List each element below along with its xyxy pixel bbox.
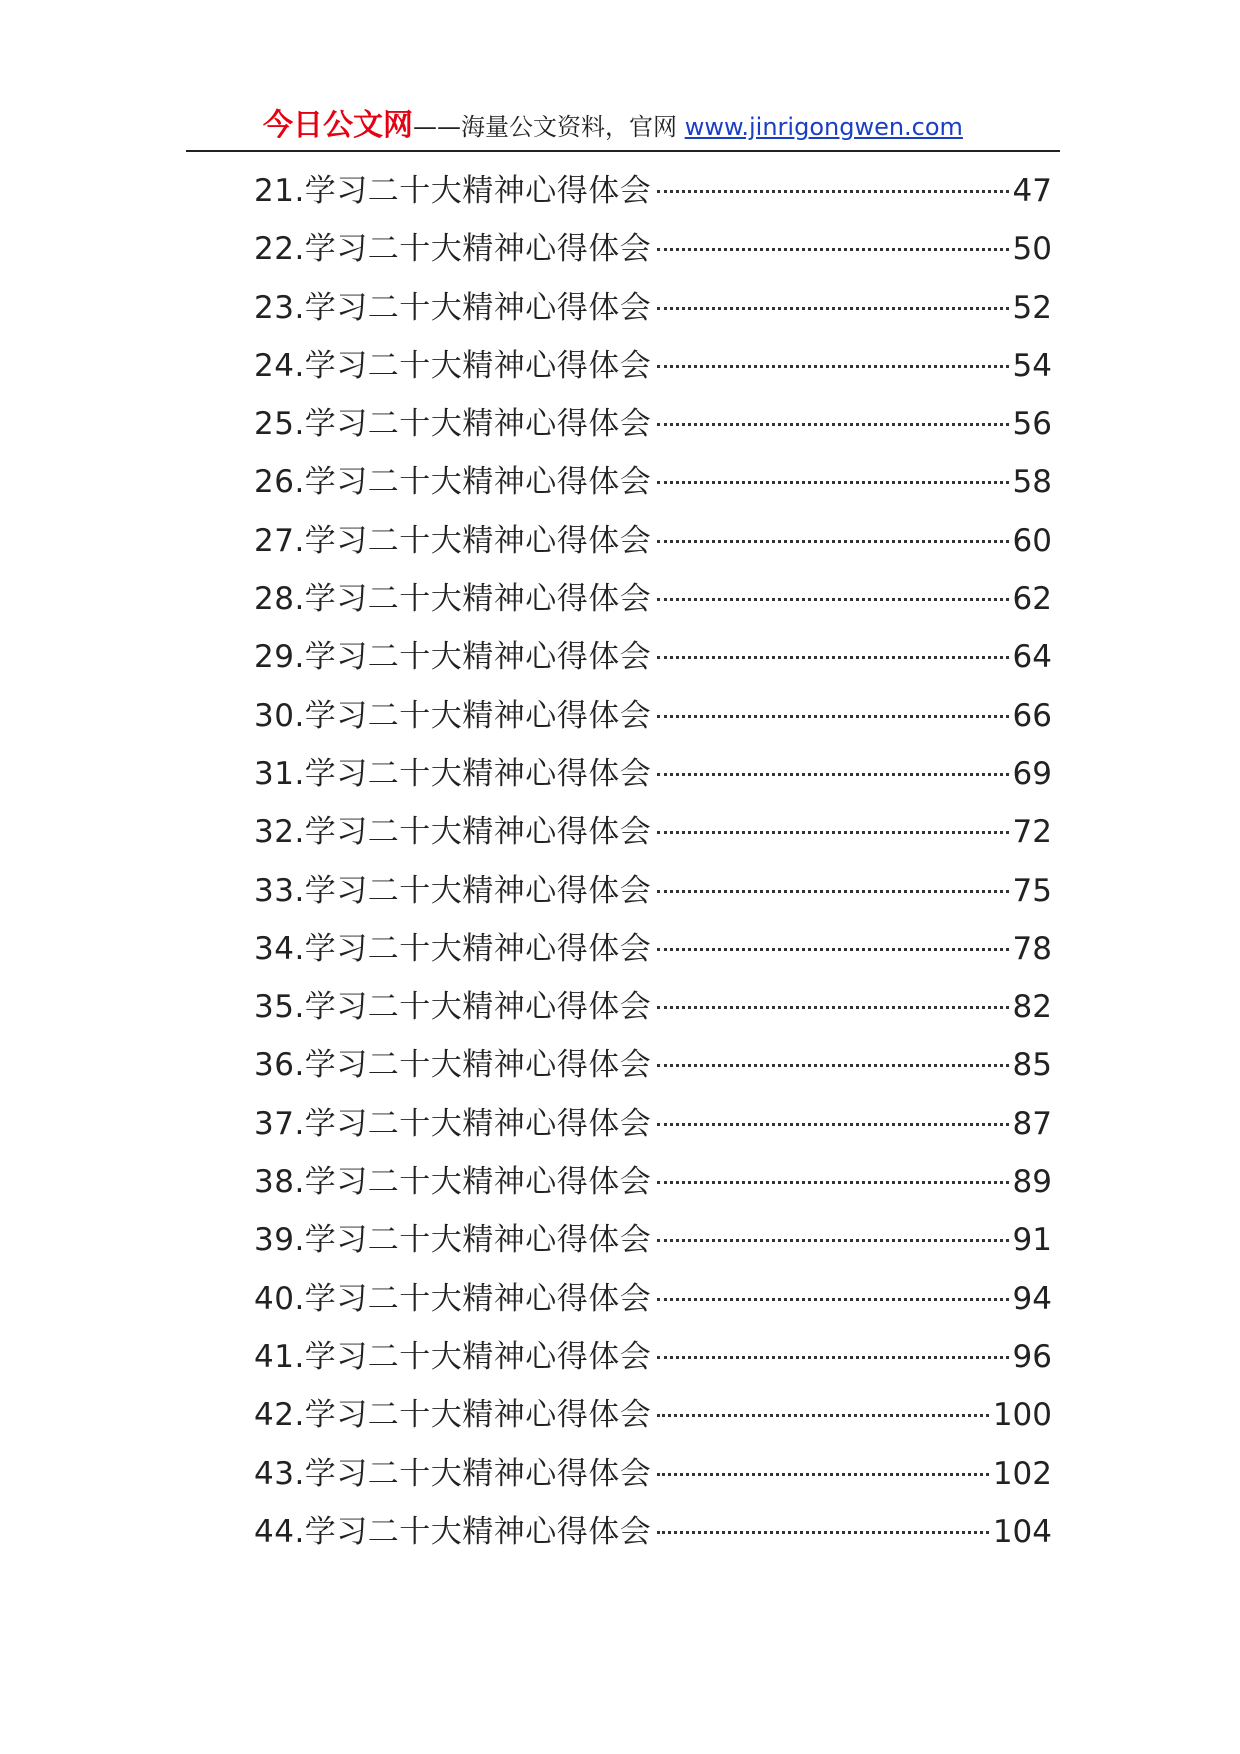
toc-entry[interactable] [254, 1328, 1052, 1386]
toc-entry-page: 104 [992, 1513, 1052, 1550]
toc-entry[interactable] [254, 1503, 1052, 1561]
header-tagline: ——海量公文资料，官网 [413, 113, 685, 141]
toc-entry[interactable] [254, 628, 1052, 686]
toc-dot-leader [657, 1181, 1008, 1184]
toc-entry[interactable] [254, 862, 1052, 920]
toc-entry[interactable] [254, 395, 1052, 453]
toc-entry-title: 37.学习二十大精神心得体会 [254, 1105, 652, 1142]
toc-entry-page: 60 [1012, 522, 1052, 559]
toc-dot-leader [657, 1414, 989, 1417]
toc-dot-leader [657, 1064, 1008, 1067]
toc-entry-title: 26.学习二十大精神心得体会 [254, 464, 652, 501]
toc-entry-page: 100 [992, 1397, 1052, 1434]
toc-entry-title: 23.学习二十大精神心得体会 [254, 289, 652, 326]
toc-entry-title: 24.学习二十大精神心得体会 [254, 347, 652, 384]
toc-dot-leader [657, 1531, 989, 1534]
toc-entry[interactable] [254, 337, 1052, 395]
brand-name: 今日公文网 [263, 108, 414, 143]
toc-entry[interactable] [254, 1211, 1052, 1269]
toc-dot-leader [657, 1356, 1008, 1359]
toc-entry[interactable] [254, 220, 1052, 278]
toc-entry[interactable] [254, 978, 1052, 1036]
toc-dot-leader [657, 1298, 1008, 1301]
toc-dot-leader [657, 190, 1008, 193]
toc-entry-page: 87 [1012, 1105, 1052, 1142]
toc-entry[interactable] [254, 1270, 1052, 1328]
toc-entry-page: 96 [1012, 1338, 1052, 1375]
toc-entry[interactable] [254, 1095, 1052, 1153]
toc-entry-title: 39.学习二十大精神心得体会 [254, 1222, 652, 1259]
toc-entry-title: 22.学习二十大精神心得体会 [254, 231, 652, 268]
toc-entry-page: 62 [1012, 581, 1052, 618]
toc-entry-title: 34.学习二十大精神心得体会 [254, 930, 652, 967]
toc-entry-title: 21.学习二十大精神心得体会 [254, 173, 652, 209]
toc-entry-page: 66 [1012, 697, 1052, 734]
toc-entry[interactable] [254, 1153, 1052, 1211]
toc-entry-title: 42.学习二十大精神心得体会 [254, 1397, 652, 1434]
page-header [186, 104, 1060, 152]
toc-entry-page: 94 [1012, 1280, 1052, 1317]
toc-dot-leader [657, 365, 1008, 368]
toc-entry-page: 102 [992, 1455, 1052, 1492]
toc-entry[interactable] [254, 162, 1052, 220]
toc-dot-leader [657, 540, 1008, 543]
toc-entry-title: 44.学习二十大精神心得体会 [254, 1513, 652, 1550]
toc-entry-title: 30.学习二十大精神心得体会 [254, 697, 652, 734]
toc-entry[interactable] [254, 453, 1052, 511]
toc-entry[interactable] [254, 920, 1052, 978]
toc-entry-title: 36.学习二十大精神心得体会 [254, 1047, 652, 1084]
toc-dot-leader [657, 831, 1008, 834]
toc-entry[interactable] [254, 803, 1052, 861]
toc-entry[interactable] [254, 687, 1052, 745]
toc-entry-page: 50 [1012, 231, 1052, 268]
toc-entry-title: 28.学习二十大精神心得体会 [254, 581, 652, 618]
toc-dot-leader [657, 1006, 1008, 1009]
toc-entry-title: 35.学习二十大精神心得体会 [254, 989, 652, 1026]
toc-dot-leader [657, 423, 1008, 426]
toc-entry-title: 41.学习二十大精神心得体会 [254, 1338, 652, 1375]
toc-dot-leader [657, 307, 1008, 310]
toc-dot-leader [657, 598, 1008, 601]
toc-dot-leader [657, 1473, 989, 1476]
toc-entry-page: 69 [1012, 755, 1052, 792]
toc-entry-title: 29.学习二十大精神心得体会 [254, 639, 652, 676]
toc-dot-leader [657, 948, 1008, 951]
toc-entry[interactable] [254, 1445, 1052, 1503]
header-line [263, 104, 963, 152]
toc-entry-title: 27.学习二十大精神心得体会 [254, 522, 652, 559]
toc-entry-page: 78 [1012, 930, 1052, 967]
toc-entry-title: 31.学习二十大精神心得体会 [254, 755, 652, 792]
toc-dot-leader [657, 656, 1008, 659]
toc-dot-leader [657, 1239, 1008, 1242]
toc-dot-leader [657, 481, 1008, 484]
toc-dot-leader [657, 715, 1008, 718]
toc-entry-page: 52 [1012, 289, 1052, 326]
toc-entry-page: 72 [1012, 814, 1052, 851]
toc-entry[interactable] [254, 279, 1052, 337]
toc-entry-title: 43.学习二十大精神心得体会 [254, 1455, 652, 1492]
website-link[interactable]: www.jinrigongwen.com [684, 113, 963, 141]
toc-entry[interactable] [254, 1036, 1052, 1094]
toc-entry-page: 64 [1012, 639, 1052, 676]
toc-entry-page: 54 [1012, 347, 1052, 384]
toc-entry[interactable] [254, 570, 1052, 628]
toc-entry[interactable] [254, 512, 1052, 570]
toc-entry-page: 58 [1012, 464, 1052, 501]
toc-entry-title: 40.学习二十大精神心得体会 [254, 1280, 652, 1317]
toc-entry-page: 82 [1012, 989, 1052, 1026]
toc-entry-page: 75 [1012, 872, 1052, 909]
toc-entry-title: 32.学习二十大精神心得体会 [254, 814, 652, 851]
toc-entry-page: 56 [1012, 406, 1052, 443]
toc-dot-leader [657, 1123, 1008, 1126]
toc-dot-leader [657, 890, 1008, 893]
toc-entry-title: 25.学习二十大精神心得体会 [254, 406, 652, 443]
toc-entry-title: 33.学习二十大精神心得体会 [254, 872, 652, 909]
toc-entry[interactable] [254, 1386, 1052, 1444]
toc-entry-page: 47 [1012, 173, 1052, 209]
toc-entry[interactable] [254, 745, 1052, 803]
toc-entry-title: 38.学习二十大精神心得体会 [254, 1164, 652, 1201]
table-of-contents [254, 162, 1052, 1561]
toc-entry-page: 85 [1012, 1047, 1052, 1084]
toc-entry-page: 91 [1012, 1222, 1052, 1259]
toc-entry-page: 89 [1012, 1164, 1052, 1201]
toc-dot-leader [657, 248, 1008, 251]
toc-dot-leader [657, 773, 1008, 776]
